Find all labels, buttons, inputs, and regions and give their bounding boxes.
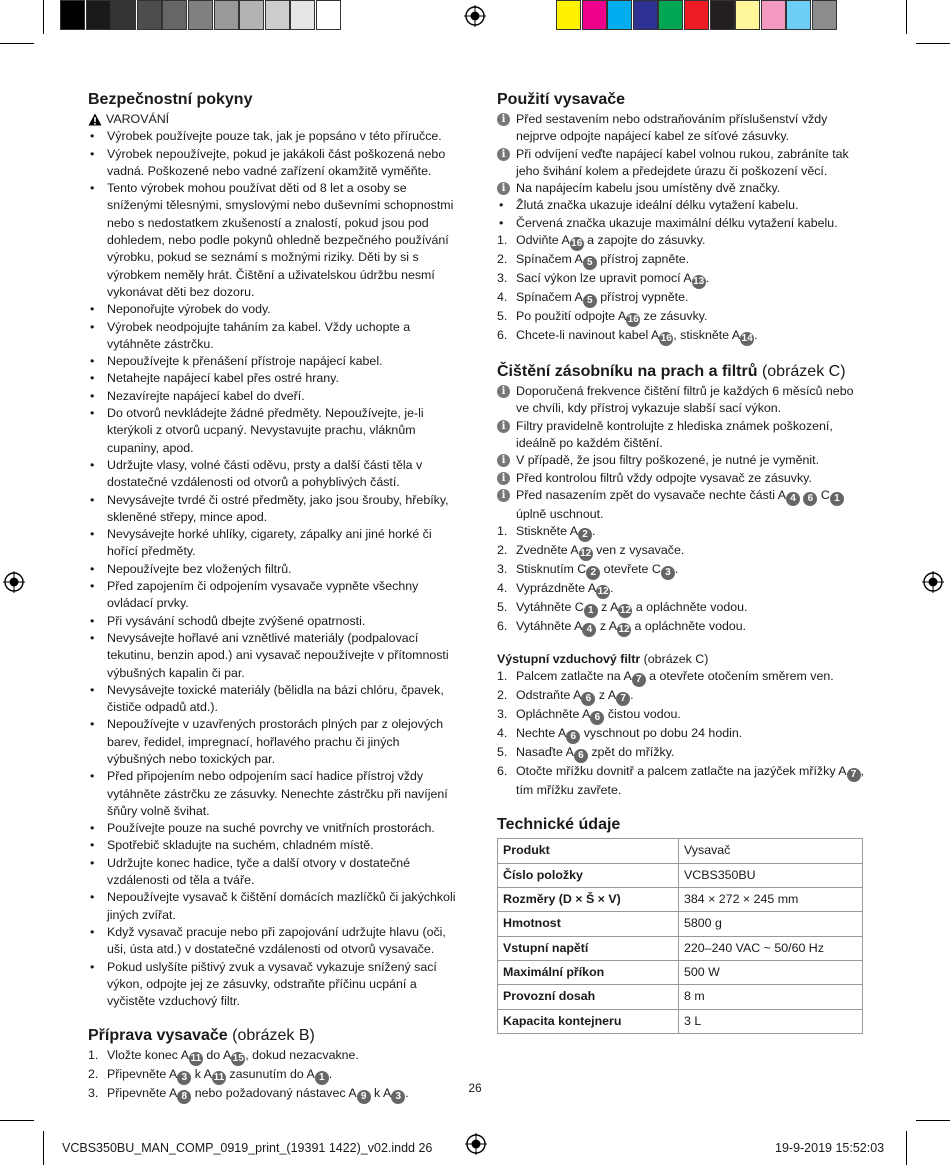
step-number: 2. (497, 688, 508, 703)
spec-key: Hmotnost (498, 912, 679, 936)
part-number-icon: 1 (315, 1071, 329, 1085)
step-number: 3. (88, 1086, 99, 1101)
step-number: 3. (497, 271, 508, 286)
color-swatch (684, 0, 709, 30)
color-swatch (607, 0, 632, 30)
color-swatch (60, 0, 85, 30)
list-item: • Neponořujte výrobek do vody. (88, 301, 456, 318)
step-text: , dokud nezacvakne. (245, 1048, 359, 1063)
table-row (498, 936, 863, 960)
part-number-icon: 14 (741, 333, 753, 345)
part-number-icon: 16 (571, 238, 583, 250)
part-number-icon: 7 (847, 768, 861, 782)
step-text: Opláchněte A (516, 707, 591, 722)
spec-key: Provozní dosah (498, 985, 679, 1009)
color-swatch (710, 0, 735, 30)
part-number-icon: 6 (590, 711, 604, 725)
step-text: Připevněte A (107, 1067, 178, 1082)
crop-mark (916, 43, 950, 44)
part-number-icon: 2 (586, 566, 600, 580)
step-text: Otočte mřížku dovnitř a palcem zatlačte na jazýček mřížky A (516, 764, 847, 779)
spec-value: 220–240 VAC ~ 50/60 Hz (679, 936, 863, 960)
list-item (88, 1047, 456, 1066)
list-item (497, 111, 865, 146)
spec-value: VCBS350BU (679, 863, 863, 887)
step-text: Spínačem A (516, 252, 583, 267)
part-number-icon: 5 (583, 256, 597, 270)
warning-text: VAROVÁNÍ (106, 112, 170, 126)
step-text: . (405, 1086, 409, 1101)
part-number-icon: 6 (574, 749, 588, 763)
right-column (497, 90, 865, 1034)
step-text: Odstraňte A (516, 688, 582, 703)
prep-steps (88, 1047, 456, 1104)
list-item (497, 725, 865, 744)
part-number-icon: 2 (578, 528, 592, 542)
step-text: nebo požadovaný nástavec A (191, 1086, 357, 1101)
info-icon: i (497, 454, 510, 467)
step-number: 4. (497, 581, 508, 596)
list-item: • Do otvorů nevkládejte žádné předměty. Nepoužívejte, je-li kterýkoli z otvorů ucpaný. Nevystavujte prachu, vláknům cupaniny, apod. (88, 405, 456, 457)
list-item: • Tento výrobek mohou používat děti od 8 let a osoby se sníženými tělesnými, smyslovými nebo duševními schopnostmi nebo s nedostatkem zkušeností a znalostí, pokud jsou pod dohledem, nebo podle pokynů ohledně bezpečného používání výrobku, pokud se seznámí s možnými riziky. Děti by si s výrobkem neměly hrát. Čištění a uživatelskou údržbu nesmí vykonávat děti bez dozoru. (88, 180, 456, 301)
list-item: • Žlutá značka ukazuje ideální délku vytažení kabelu. (497, 197, 865, 214)
usage-info-list (497, 111, 865, 197)
list-item (497, 470, 865, 487)
crop-mark (916, 1120, 950, 1121)
specs-title: Technické údaje (497, 816, 621, 834)
list-item: • Výrobek nepoužívejte, pokud je jakákoli část poškozená nebo vadná. Poškozené nebo vadné zařízení okamžitě vyměňte. (88, 146, 456, 181)
table-row (498, 839, 863, 863)
part-number-icon: 12 (618, 624, 630, 636)
info-icon: i (497, 148, 510, 161)
warning-triangle-icon (88, 113, 102, 126)
step-number: 1. (88, 1048, 99, 1063)
color-swatch (214, 0, 239, 30)
info-text: Při odvíjení veďte napájecí kabel volnou rukou, zabráníte tak jeho švihání kolem a předejdete úrazu či poškození věcí. (516, 146, 849, 178)
list-item (497, 270, 865, 289)
part-number-icon: 11 (213, 1072, 225, 1084)
list-item: • Nevysávejte tvrdé či ostré předměty, jako jsou šrouby, hřebíky, skleněné střepy, mince apod. (88, 492, 456, 527)
part-number-icon: 6 (581, 692, 595, 706)
step-number: 6. (497, 619, 508, 634)
crop-mark (43, 0, 44, 34)
part-number-icon: 3 (661, 566, 675, 580)
list-item: • Nevysávejte hořlavé ani vznětlivé materiály (podpalovací tekutinu, benzin apod.) ani vysavač nepoužívejte v přítomnosti výbušných kapalin či par. (88, 630, 456, 682)
step-number: 6. (497, 328, 508, 343)
list-item (497, 706, 865, 725)
registration-mark-icon (465, 1133, 487, 1155)
list-item (497, 618, 865, 637)
spec-key: Rozměry (D × Š × V) (498, 888, 679, 912)
color-swatch (162, 0, 187, 30)
list-item: • Spotřebič skladujte na suchém, chladném místě. (88, 837, 456, 854)
list-item: • Při vysávání schodů dbejte zvýšené opatrnosti. (88, 613, 456, 630)
footer-datetime: 19-9-2019 15:52:03 (775, 1141, 885, 1155)
table-row (498, 1009, 863, 1033)
list-item: • Udržujte konec hadice, tyče a další otvory v dostatečné vzdálenosti od těla a tváře. (88, 855, 456, 890)
safety-list (88, 128, 456, 1010)
color-bar (556, 0, 838, 33)
part-number-icon: 7 (632, 673, 646, 687)
step-number: 1. (497, 669, 508, 684)
part-number-icon: 7 (616, 692, 630, 706)
list-item: • Nezavírejte napájecí kabel do dveří. (88, 388, 456, 405)
step-text: z A (595, 688, 617, 703)
color-swatch (239, 0, 264, 30)
step-text: Nasaďte A (516, 745, 574, 760)
color-swatch (188, 0, 213, 30)
grayscale-bar (60, 0, 342, 33)
part-number-icon: 5 (583, 294, 597, 308)
safety-title: Bezpečnostní pokyny (88, 91, 253, 108)
step-text: ven z vysavače. (592, 543, 685, 558)
step-text: . (592, 524, 596, 539)
list-item (497, 289, 865, 308)
step-text: , stiskněte A (673, 328, 741, 343)
part-number-icon: 4 (786, 492, 800, 506)
step-text: . (705, 271, 710, 286)
outfilter-title: Výstupní vzduchový filtr (obrázek C) (497, 652, 709, 667)
list-item: • Červená značka ukazuje maximální délku vytažení kabelu. (497, 215, 865, 232)
step-text: zpět do mřížky. (587, 745, 675, 760)
info-icon: i (497, 420, 510, 433)
step-number: 6. (497, 764, 508, 779)
step-text: Před nasazením zpět do vysavače nechte části A (516, 487, 786, 502)
step-number: 2. (88, 1067, 99, 1082)
table-row (498, 863, 863, 887)
spec-key: Kapacita kontejneru (498, 1009, 679, 1033)
list-item (497, 452, 865, 469)
list-item: • Netahejte napájecí kabel přes ostré hrany. (88, 370, 456, 387)
list-item (497, 687, 865, 706)
step-text: z A (596, 619, 618, 634)
part-number-icon: 6 (566, 730, 580, 744)
list-item: • Nevysávejte horké uhlíky, cigarety, zápalky ani jiné horké či hořící předměty. (88, 526, 456, 561)
step-number: 5. (497, 600, 508, 615)
spec-key: Maximální příkon (498, 960, 679, 984)
crop-mark (906, 0, 907, 34)
step-text: Po použití odpojte A (516, 309, 627, 324)
list-item: • Nepoužívejte v uzavřených prostorách plných par z olejových barev, ředidel, impregnací, hořlavého prachu či jiných výbušných nebo toxických par. (88, 716, 456, 768)
outfilter-steps (497, 668, 865, 799)
list-item (497, 251, 865, 270)
step-text: Stisknutím C (516, 562, 587, 577)
step-text: a zapojte do zásuvky. (583, 233, 706, 248)
info-icon: i (497, 472, 510, 485)
table-row (498, 912, 863, 936)
step-number: 5. (497, 745, 508, 760)
step-text: a opláchněte vodou. (632, 600, 748, 615)
spec-key: Číslo položky (498, 863, 679, 887)
spec-value: 384 × 272 × 245 mm (679, 888, 863, 912)
part-number-icon: 4 (582, 623, 596, 637)
spec-value: 3 L (679, 1009, 863, 1033)
spec-value: 500 W (679, 960, 863, 984)
info-icon: i (497, 489, 510, 502)
crop-mark (906, 1131, 907, 1165)
step-text: a opláchněte vodou. (631, 619, 747, 634)
color-swatch (556, 0, 581, 30)
list-item (497, 487, 865, 523)
info-icon: i (497, 182, 510, 195)
color-swatch (137, 0, 162, 30)
list-item (497, 327, 865, 346)
cleaning-info-list (497, 383, 865, 523)
step-text: Nechte A (516, 726, 567, 741)
step-text: C (817, 487, 830, 502)
list-item: • Nevysávejte toxické materiály (bělidla na bázi chlóru, čpavek, čističe odpadů atd.). (88, 682, 456, 717)
color-swatch (633, 0, 658, 30)
step-text: Doporučená frekvence čištění filtrů je každých 6 měsíců nebo ve chvíli, kdy přístroj vykazuje slabší sací výkon. (516, 384, 854, 416)
prep-title: Příprava vysavače (obrázek B) (88, 1027, 315, 1045)
crop-mark (0, 43, 34, 44)
info-text: Před sestavením nebo odstraňováním příslušenství vždy nejprve odpojte napájecí kabel ze síťové zásuvky. (516, 112, 828, 144)
step-text: z A (597, 600, 619, 615)
spec-key: Vstupní napětí (498, 936, 679, 960)
part-number-icon: 12 (580, 548, 592, 560)
list-item (497, 180, 865, 197)
crop-mark (43, 1131, 44, 1165)
step-text: . (610, 581, 614, 596)
footer-file: VCBS350BU_MAN_COMP_0919_print_(19391 1422)_v02.indd 26 (62, 1141, 433, 1155)
step-number: 2. (497, 252, 508, 267)
step-text: Filtry pravidelně kontrolujte z hlediska známek poškození, ideálně po každém čištění. (516, 418, 833, 450)
step-number: 1. (497, 524, 508, 539)
spec-value: 5800 g (679, 912, 863, 936)
list-item: • Udržujte vlasy, volné části oděvu, prsty a další části těla v dostatečné vzdálenosti od otvorů a pohyblivých částí. (88, 457, 456, 492)
spec-value: 8 m (679, 985, 863, 1009)
step-text: Před kontrolou filtrů vždy odpojte vysavač ze zásuvky. (516, 470, 812, 485)
step-text: Vložte konec A (107, 1048, 189, 1063)
table-row (498, 960, 863, 984)
crop-mark (0, 1120, 34, 1121)
color-swatch (582, 0, 607, 30)
step-text: Zvedněte A (516, 543, 579, 558)
step-text: Vyprázdněte A (516, 581, 597, 596)
list-item: • Nepoužívejte bez vložených filtrů. (88, 561, 456, 578)
step-number: 5. (497, 309, 508, 324)
list-item: • Před zapojením či odpojením vysavače vypněte všechny ovládací prvky. (88, 578, 456, 613)
color-swatch (290, 0, 315, 30)
part-number-icon: 13 (693, 276, 705, 288)
step-number: 3. (497, 707, 508, 722)
table-row (498, 985, 863, 1009)
step-text: úplně uschnout. (516, 506, 604, 521)
cleaning-title: Čištění zásobníku na prach a filtrů (obrázek C) (497, 363, 846, 381)
list-item (497, 580, 865, 599)
list-item (497, 523, 865, 542)
list-item: • Výrobek neodpojujte taháním za kabel. Vždy uchopte a vytáhněte zástrčku. (88, 319, 456, 354)
page-number: 26 (468, 1081, 482, 1095)
part-number-icon: 6 (803, 492, 817, 506)
step-text: V případě, že jsou filtry poškozené, je nutné je vyměnit. (516, 453, 820, 468)
color-swatch (735, 0, 760, 30)
step-text: zasunutím do A (225, 1067, 315, 1082)
color-swatch (316, 0, 341, 30)
step-text: Sací výkon lze upravit pomocí A (516, 271, 692, 286)
color-swatch (786, 0, 811, 30)
part-number-icon: 16 (660, 333, 672, 345)
specs-table (497, 838, 863, 1033)
step-text: přístroj vypněte. (596, 290, 689, 305)
step-text: k A (370, 1086, 392, 1101)
step-number: 4. (497, 726, 508, 741)
list-item (497, 668, 865, 687)
cleaning-steps (497, 523, 865, 637)
step-text: Chcete-li navinout kabel A (516, 328, 660, 343)
part-number-icon: 1 (584, 604, 598, 618)
list-item (497, 383, 865, 418)
step-text: přístroj zapněte. (596, 252, 690, 267)
step-text: do A (202, 1048, 232, 1063)
list-item (497, 308, 865, 327)
color-swatch (86, 0, 111, 30)
usage-steps (497, 232, 865, 346)
step-text: a otevřete otočením směrem ven. (645, 669, 834, 684)
list-item: • Nepoužívejte vysavač k čištění domácích mazlíčků či jakýchkoli jiných zvířat. (88, 889, 456, 924)
step-text: vyschnout po dobu 24 hodin. (580, 726, 743, 741)
list-item (497, 763, 865, 799)
step-text: Odviňte A (516, 233, 570, 248)
step-text: , tím mřížku zavřete. (516, 764, 864, 798)
step-text: Vytáhněte C (516, 600, 584, 615)
usage-title: Použití vysavače (497, 91, 626, 108)
step-number: 4. (497, 290, 508, 305)
info-icon: i (497, 113, 510, 126)
list-item: • Pokud uslyšíte pištivý zvuk a vysavač vykazuje snížený sací výkon, odpojte jej ze zásuvky, odstraňte příčinu ucpání a vyčistěte vzduchový filtr. (88, 959, 456, 1011)
list-item (497, 232, 865, 251)
step-text: . (328, 1067, 333, 1082)
step-text: Spínačem A (516, 290, 583, 305)
step-text: . (754, 328, 758, 343)
part-number-icon: 9 (357, 1090, 371, 1104)
step-text: Stiskněte A (516, 524, 578, 539)
list-item: • Před připojením nebo odpojením sací hadice přístroj vždy vytáhněte zástrčku ze zásuvky. Nenechte zástrčku při navíjení šňůry volně švihat. (88, 768, 456, 820)
part-number-icon: 3 (177, 1071, 191, 1085)
step-text: . (674, 562, 679, 577)
registration-mark-icon (3, 571, 25, 593)
step-text: Palcem zatlačte na A (516, 669, 632, 684)
warning-label (88, 111, 456, 128)
list-item (497, 418, 865, 453)
color-swatch (761, 0, 786, 30)
step-text: Vytáhněte A (516, 619, 583, 634)
spec-value: Vysavač (679, 839, 863, 863)
list-item: • Používejte pouze na suché povrchy ve vnitřních prostorách. (88, 820, 456, 837)
color-swatch (111, 0, 136, 30)
part-number-icon: 1 (830, 492, 844, 506)
step-text: . (630, 688, 634, 703)
list-item (497, 599, 865, 618)
list-item (497, 146, 865, 181)
spec-key: Produkt (498, 839, 679, 863)
left-column (88, 90, 456, 1104)
step-number: 3. (497, 562, 508, 577)
step-text: k A (191, 1067, 212, 1082)
list-item: • Když vysavač pracuje nebo při zapojování udržujte hlavu (oči, uši, ústa atd.) v dostatečné vzdálenosti od otvorů vysavače. (88, 924, 456, 959)
list-item: • Výrobek používejte pouze tak, jak je popsáno v této příručce. (88, 128, 456, 145)
part-number-icon: 11 (190, 1053, 202, 1065)
part-number-icon: 12 (619, 605, 631, 617)
color-swatch (265, 0, 290, 30)
registration-mark-icon (922, 571, 944, 593)
step-text: Připevněte A (107, 1086, 178, 1101)
info-text: Na napájecím kabelu jsou umístěny dvě značky. (516, 181, 781, 196)
table-row (498, 888, 863, 912)
color-swatch (658, 0, 683, 30)
part-number-icon: 16 (627, 314, 639, 326)
list-item: • Nepoužívejte k přenášení přístroje napájecí kabel. (88, 353, 456, 370)
part-number-icon: 12 (597, 586, 609, 598)
info-icon: i (497, 385, 510, 398)
step-text: čistou vodou. (604, 707, 681, 722)
list-item (497, 744, 865, 763)
list-item (497, 561, 865, 580)
registration-mark-icon (464, 5, 486, 27)
usage-bullet-list (497, 197, 865, 232)
part-number-icon: 3 (391, 1090, 405, 1104)
step-text: ze zásuvky. (640, 309, 708, 324)
part-number-icon: 15 (232, 1053, 244, 1065)
step-text: otevřete C (600, 562, 661, 577)
part-number-icon: 8 (177, 1090, 191, 1104)
color-swatch (812, 0, 837, 30)
step-number: 2. (497, 543, 508, 558)
step-number: 1. (497, 233, 508, 248)
list-item (497, 542, 865, 561)
